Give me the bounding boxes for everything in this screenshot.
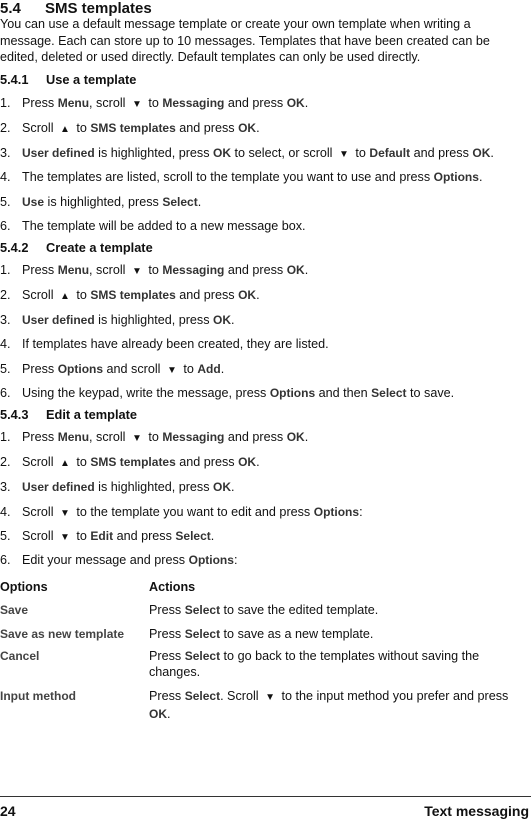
text: is highlighted, press [94,313,213,327]
text: to [351,146,370,160]
key-label: User defined [22,313,95,327]
text: Scroll [22,121,57,135]
step-item [0,95,308,113]
step-number: 6. [0,219,11,233]
step-number: 1. [0,263,11,277]
step-number: 5. [0,529,11,543]
text: . [167,707,171,721]
text: to save. [406,386,455,400]
key-label: OK [213,146,231,160]
key-label: OK [238,288,257,302]
step-item [0,552,237,568]
table-action [149,602,524,618]
text: Scroll [22,505,57,519]
key-label: OK [286,96,305,110]
key-label: OK [286,430,305,444]
section-heading [0,0,152,17]
step-number: 1. [0,96,11,110]
step-item [0,262,308,280]
text: , scroll [89,96,129,110]
text: to [72,529,91,543]
text: . [478,170,483,184]
key-label: SMS templates [90,455,176,469]
text: . [256,121,260,135]
text: to [144,263,163,277]
key-label: SMS templates [90,288,176,302]
text: : [233,553,238,567]
step-item [0,361,224,379]
down-arrow-icon: ▼ [131,433,142,444]
key-label: Select [175,529,211,543]
text: and press [175,288,239,302]
step-number: 2. [0,121,11,135]
text: and press [224,96,287,110]
step-item [0,429,308,447]
text: . [231,313,235,327]
text: Press [22,96,58,110]
key-label: Select [184,689,221,703]
text: . [210,529,215,543]
text: If templates have already been created, they are listed. [22,337,329,351]
text: Press [149,649,185,663]
step-item [0,169,482,185]
up-arrow-icon: ▲ [60,458,70,469]
footer-chapter-title: Text messaging [424,803,529,819]
text: Press [149,603,185,617]
text: . [256,288,260,302]
key-label: Options [313,505,360,519]
text: . [231,480,235,494]
step-item [0,145,494,163]
step-number: 3. [0,146,11,160]
text: and press [113,529,176,543]
text: . [304,263,309,277]
step-item [0,287,260,305]
text: to save the edited template. [220,603,379,617]
key-label: OK [286,263,305,277]
step-item [0,218,306,234]
down-arrow-icon: ▼ [60,532,70,543]
text: to [144,430,163,444]
step-number: 6. [0,386,11,400]
footer-divider [0,796,531,797]
text: Using the keypad, write the message, press [22,386,270,400]
text: Edit your message and press [22,553,189,567]
step-item [0,385,454,401]
key-label: Options [57,362,104,376]
up-arrow-icon: ▲ [60,291,70,302]
text: Press [149,627,185,641]
text: and press [175,121,239,135]
subsection-heading [0,407,137,422]
section-number: 5.4 [0,0,21,17]
text: to the input method you prefer and press [277,689,509,703]
key-label: Menu [57,430,90,444]
text: , scroll [89,430,129,444]
step-item [0,454,260,472]
key-label: Menu [57,263,90,277]
key-label: Default [369,146,411,160]
step-number: 4. [0,505,11,519]
text: to save as a new template. [220,627,374,641]
step-number: 2. [0,455,11,469]
key-label: Options [433,170,479,184]
key-label: OK [472,146,491,160]
key-label: SMS templates [90,121,176,135]
step-item [0,194,201,210]
subsection-title: Use a template [46,72,137,87]
table-option: Save as new template [0,627,125,641]
text: to [72,455,91,469]
subsection-number: 5.4.2 [0,240,29,255]
key-label: Select [371,386,407,400]
step-number: 2. [0,288,11,302]
up-arrow-icon: ▲ [60,124,70,135]
down-arrow-icon: ▼ [265,692,275,703]
step-number: 4. [0,170,11,184]
key-label: Menu [57,96,90,110]
down-arrow-icon: ▼ [60,508,70,519]
text: . [220,362,225,376]
text: Press [22,263,58,277]
text: The templates are listed, scroll to the template you want to use and press [22,170,434,184]
step-number: 4. [0,337,11,351]
key-label: Use [22,195,45,209]
text: . Scroll [220,689,263,703]
key-label: OK [238,121,257,135]
text: to select, or scroll [231,146,336,160]
text: to [72,288,91,302]
text: and scroll [103,362,164,376]
table-action [149,626,524,642]
key-label: Messaging [162,263,225,277]
table-header-options: Options [0,580,48,594]
text: to [144,96,163,110]
subsection-number: 5.4.3 [0,407,29,422]
text: and press [175,455,239,469]
text: : [359,505,363,519]
step-item [0,120,260,138]
key-label: Add [197,362,221,376]
text: , scroll [89,263,129,277]
text: to [72,121,91,135]
step-item [0,479,235,495]
key-label: Messaging [162,96,225,110]
intro-paragraph: You can use a default message template or create your own template when writing a message. Each can store up to 10 messages. Templates that have been created can be edited, deleted or used directly. Default templates can only be used directly. [0,17,490,64]
key-label: Select [184,603,221,617]
key-label: User defined [22,146,95,160]
text: . [256,455,260,469]
key-label: OK [213,313,231,327]
text: to [179,362,198,376]
step-item [0,504,363,522]
key-label: OK [238,455,257,469]
down-arrow-icon: ▼ [131,99,142,110]
text: . [304,430,309,444]
section-title: SMS templates [45,0,152,17]
text: The template will be added to a new message box. [22,219,306,233]
key-label: Select [162,195,198,209]
text: is highlighted, press [44,195,163,209]
subsection-heading [0,72,136,87]
step-number: 3. [0,480,11,494]
text: Scroll [22,288,57,302]
key-label: Options [269,386,316,400]
step-item [0,336,329,352]
key-label: Edit [90,529,114,543]
step-number: 5. [0,195,11,209]
text: . [304,96,309,110]
step-number: 6. [0,553,11,567]
table-option: Save [0,603,29,617]
text: Press [22,362,58,376]
page-number: 24 [0,803,16,819]
key-label: User defined [22,480,95,494]
table-action [149,648,524,680]
down-arrow-icon: ▼ [166,365,177,376]
text: Scroll [22,529,57,543]
subsection-number: 5.4.1 [0,72,29,87]
key-label: Messaging [162,430,225,444]
step-item [0,312,235,328]
table-option: Cancel [0,649,40,663]
text: is highlighted, press [94,146,213,160]
step-number: 3. [0,313,11,327]
table-action [149,688,524,722]
key-label: Options [188,553,234,567]
table-header-actions: Actions [149,580,196,594]
text: to go back to the templates without saving the changes. [149,649,480,679]
down-arrow-icon: ▼ [131,266,142,277]
step-item [0,528,214,546]
text: Press [22,430,58,444]
key-label: Select [184,649,221,663]
key-label: OK [213,480,231,494]
text: Scroll [22,455,57,469]
table-option: Input method [0,689,76,703]
subsection-title: Create a template [46,240,153,255]
key-label: OK [149,707,167,721]
key-label: Select [184,627,221,641]
subsection-heading [0,240,153,255]
text: . [197,195,202,209]
text: to the template you want to edit and press [72,505,314,519]
text: and press [410,146,473,160]
text: Press [149,689,185,703]
down-arrow-icon: ▼ [338,149,349,160]
text: . [490,146,494,160]
text: and then [315,386,372,400]
step-number: 1. [0,430,11,444]
subsection-title: Edit a template [46,407,138,422]
step-number: 5. [0,362,11,376]
text: and press [224,430,287,444]
text: is highlighted, press [94,480,213,494]
text: and press [224,263,287,277]
